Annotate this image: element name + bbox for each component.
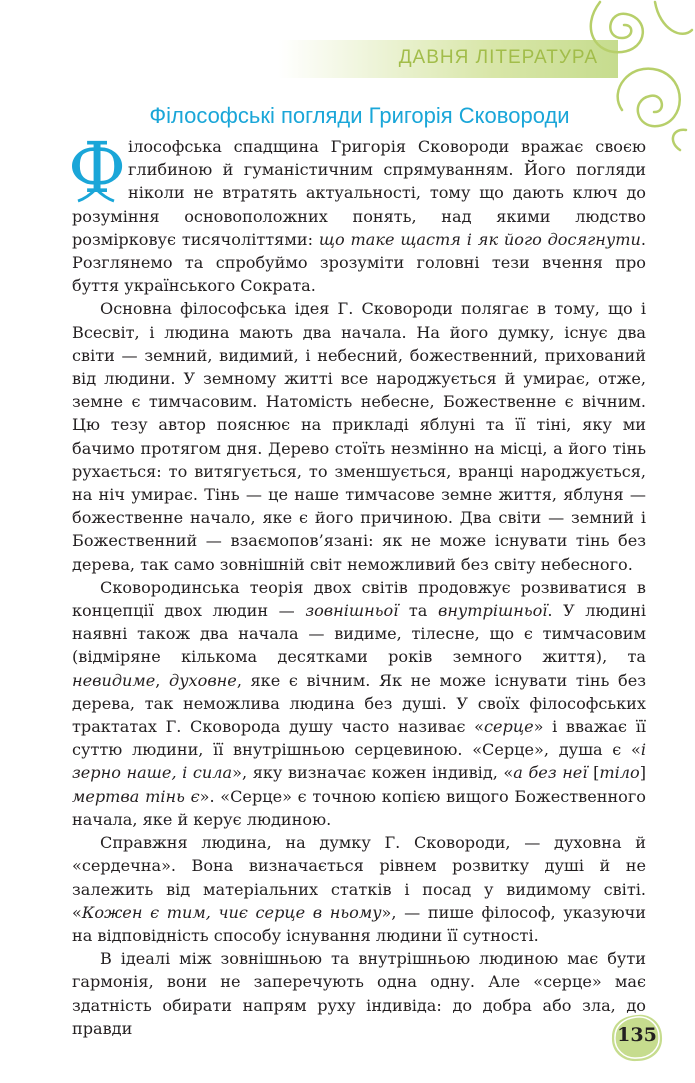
text-run: Сковородинська теорія двох світів продовжує розвиватися в концепції двох людин — (72, 577, 646, 621)
italic-text: і зерно наше, і сила (72, 740, 646, 783)
text-run: ». «Серце» є точною копією вищого Божественного начала, яке й керує людиною. (72, 786, 646, 829)
text-run: , яке є вічним. Як не може існувати тінь без дерева, так неможлива людина без душі. У своїх філософських трактатах Г. Сковорода душу часто називає « (72, 670, 647, 737)
article-body (68, 127, 647, 1040)
italic-text: духовне (169, 670, 237, 690)
italic-text: невидиме (72, 670, 156, 690)
text-run: . Розглянемо та спробуймо зрозуміти головні тези вчення про буття українського Сократа. (72, 229, 646, 296)
paragraph (72, 297, 646, 575)
text-run: В ідеалі між зовнішньою та внутрішньою людиною має бути гармонія, вони не заперечують одна одну. Але «серце» має здатність обирати напрям руху індивіда: до добра або зла, до правди (72, 949, 646, 1038)
italic-text: а без неї (513, 763, 588, 783)
text-run: Справжня людина, на думку Г. Сковороди, — духовна й «сердечна». Вона визначається рівнем розвитку душі й не залежить від матеріальних статків і посад у видимому світі. « (72, 833, 646, 922)
text-run: . У людині наявні також два начала — видиме, тілесне, що є тимчасовим (відміряне кількома десятками років земного життя), та (72, 601, 646, 667)
paragraph (72, 576, 646, 831)
italic-text: внутрішньої (437, 601, 548, 621)
text-run: та (398, 601, 438, 621)
text-run: ілософська спадщина Григорія Сковороди вражає своєю глибиною й гуманістичним спрямуванням. Його погляди ніколи не втратять актуальності, тому що дають ключ до розуміння основоположних понять, над якими людство розмірковує тисячоліттями: (72, 137, 646, 249)
text-run: », яку визначає кожен індивід, « (232, 763, 514, 783)
dropcap-letter: Ф (68, 127, 127, 209)
italic-text: зовнішньої (305, 601, 399, 621)
italic-text: мертва тінь є (72, 786, 200, 806)
page-number: 135 (617, 1024, 657, 1046)
article-title: Філософські погляди Григорія Сковороди (149, 103, 570, 128)
paragraph (72, 831, 646, 947)
swirl-ornament-icon (560, 0, 695, 155)
text-run: » і вважає її суттю людини, її внутрішньою серцевиною. «Серце», душа є « (72, 717, 647, 760)
text-run: ] (639, 763, 646, 783)
dropcap (68, 127, 127, 209)
section-title: ДАВНЯ ЛІТЕРАТУРА (398, 47, 598, 68)
paragraph (68, 127, 646, 297)
text-run: Основна філософська ідея Г. Сковороди полягає в тому, що і Всесвіт, і людина мають два начала. На його думку, існує два світи — земний, видимий, і небесний, божественний, прихований від людини. У земному житті все народжується й умирає, отже, земне є тимчасовим. Натомість небесне, Божественне є вічним. Цю тезу автор пояснює на прикладі яблуні та її тіні, яку ми бачимо протягом дня. Дерево стоїть незмінно на місці, а його тінь рухається: то витягується, то зменшується, вранці народжується, на ніч умирає. Тінь — це наше тимчасове земне життя, яблуня — божественне начало, яке є його причиною. Два світи — земний і Божественний — взаємопов’язані: як не може існувати тінь без дерева, так само зовнішній світ неможливий без світу небесного. (72, 299, 646, 574)
paragraph (72, 947, 646, 1040)
text-run: , (155, 670, 170, 690)
text-run: [ (587, 763, 600, 783)
italic-text: тіло (599, 763, 640, 783)
text-run: », — пише філософ, указуючи на відповідність способу існування людини її сутності. (72, 902, 646, 945)
italic-text: серце (484, 717, 534, 737)
italic-text: що таке щастя і як його досягнути (318, 229, 641, 249)
italic-text: Кожен є тим, чиє серце в ньому (81, 902, 382, 922)
